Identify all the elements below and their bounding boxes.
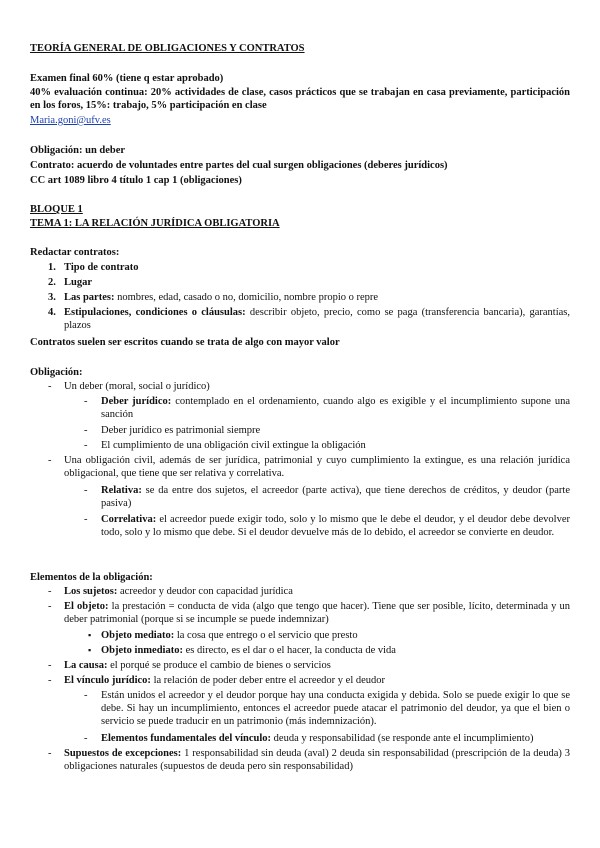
list-number: 1. xyxy=(48,262,56,273)
list-item: Deber jurídico: contemplado en el ordenamiento, cuando algo es exigible y el incumplimiento supone una sanción xyxy=(101,396,570,420)
exam-line: Examen final 60% (tiene q estar aprobado) xyxy=(30,73,224,84)
list-item: Objeto inmediato: es directo, es el dar o el hacer, la conducta de vida xyxy=(101,645,396,656)
list-item: Una obligación civil, además de ser jurídica, patrimonial y cuyo cumplimiento la extingue, es una relación jurídica obligacional, que tiene que ser relativa y correlativa. xyxy=(64,455,570,479)
dash-bullet: - xyxy=(84,690,88,701)
list-item: La causa: el porqué se produce el cambio de bienes o servicios xyxy=(64,660,331,671)
square-bullet-icon: ▪ xyxy=(88,630,92,640)
list-item: El cumplimiento de una obligación civil extingue la obligación xyxy=(101,440,366,451)
dash-bullet: - xyxy=(84,514,88,525)
block-heading: BLOQUE 1 xyxy=(30,204,83,215)
list-number: 3. xyxy=(48,292,56,303)
evaluation-line: 40% evaluación continua: 20% actividades de clase, casos prácticos que se trabajan en casa previamente, participación en los foros, 15%: trabajo, 5% participación en clase xyxy=(30,87,570,111)
definition-obligacion: Obligación: un deber xyxy=(30,145,126,156)
dash-bullet: - xyxy=(48,675,52,686)
dash-bullet: - xyxy=(84,440,88,451)
list-item: Correlativa: el acreedor puede exigir todo, solo y lo mismo que le debe el deudor, y el deudor debe devolver todo, solo y lo mismo que debe. Si el deudor devuelve más de lo debido, el acreedor se convierte en deudor. xyxy=(101,514,570,538)
definition-contrato: Contrato: acuerdo de voluntades entre partes del cual surgen obligaciones (deberes jurídicos) xyxy=(30,160,448,171)
obligacion-heading: Obligación: xyxy=(30,367,83,378)
dash-bullet: - xyxy=(48,586,52,597)
list-item: Tipo de contrato xyxy=(64,262,139,273)
list-item: Supuestos de excepciones: 1 responsabilidad sin deuda (aval) 2 deuda sin responsabilidad (prescripción de la deuda) 3 obligaciones naturales (supuestos de deuda pero sin responsabilidad) xyxy=(64,748,570,772)
list-item: Deber jurídico es patrimonial siempre xyxy=(101,425,261,436)
list-item: El objeto: la prestación = conducta de vida (algo que tengo que hacer). Tiene que ser posible, lícito, determinada y un deber patrimonial (porque si se incumple se puede indemnizar) xyxy=(64,601,571,625)
list-item: El vínculo jurídico: la relación de poder deber entre el acreedor y el deudor xyxy=(64,675,386,686)
list-number: 2. xyxy=(48,277,56,288)
list-item: Las partes: nombres, edad, casado o no, domicilio, nombre propio o repre xyxy=(64,292,379,303)
dash-bullet: - xyxy=(84,425,88,436)
dash-bullet: - xyxy=(48,381,52,392)
list-number: 4. xyxy=(48,307,56,318)
list-item: Estipulaciones, condiciones o cláusulas: describir objeto, precio, como se paga (transferencia bancaria), garantías, plazos xyxy=(64,307,570,331)
dash-bullet: - xyxy=(84,485,88,496)
list-item: Están unidos el acreedor y el deudor porque hay una conducta exigida y debida. Solo se puede exigir lo que se debe. Si hay un incumplimiento, entonces el acreedor puede atacar el patrimonio del deudor, ya que el bien o servicio se puede traducir en un patrimonio (más indemnización). xyxy=(101,690,570,727)
square-bullet-icon: ▪ xyxy=(88,645,92,655)
dash-bullet: - xyxy=(84,396,88,407)
dash-bullet: - xyxy=(48,601,52,612)
list-item: Un deber (moral, social o jurídico) xyxy=(64,381,210,392)
dash-bullet: - xyxy=(48,455,52,466)
definition-cc: CC art 1089 libro 4 título 1 cap 1 (obligaciones) xyxy=(30,175,242,186)
list-item: Los sujetos: acreedor y deudor con capacidad jurídica xyxy=(64,586,293,597)
document-title: TEORÍA GENERAL DE OBLIGACIONES Y CONTRATOS xyxy=(30,43,305,54)
dash-bullet: - xyxy=(48,748,52,759)
email-link[interactable]: Maria.goni@ufv.es xyxy=(30,115,111,126)
dash-bullet: - xyxy=(48,660,52,671)
redactar-heading: Redactar contratos: xyxy=(30,247,120,258)
tema-heading: TEMA 1: LA RELACIÓN JURÍDICA OBLIGATORIA xyxy=(30,218,280,229)
contracts-note: Contratos suelen ser escritos cuando se trata de algo con mayor valor xyxy=(30,337,340,348)
list-item: Elementos fundamentales del vínculo: deuda y responsabilidad (se responde ante el incumplimiento) xyxy=(101,733,534,744)
list-item: Relativa: se da entre dos sujetos, el acreedor (parte activa), que tiene derechos de créditos, y deudor (parte pasiva) xyxy=(101,485,570,509)
list-item: Objeto mediato: la cosa que entrego o el servicio que presto xyxy=(101,630,358,641)
list-item: Lugar xyxy=(64,277,93,288)
dash-bullet: - xyxy=(84,733,88,744)
elementos-heading: Elementos de la obligación: xyxy=(30,572,153,583)
